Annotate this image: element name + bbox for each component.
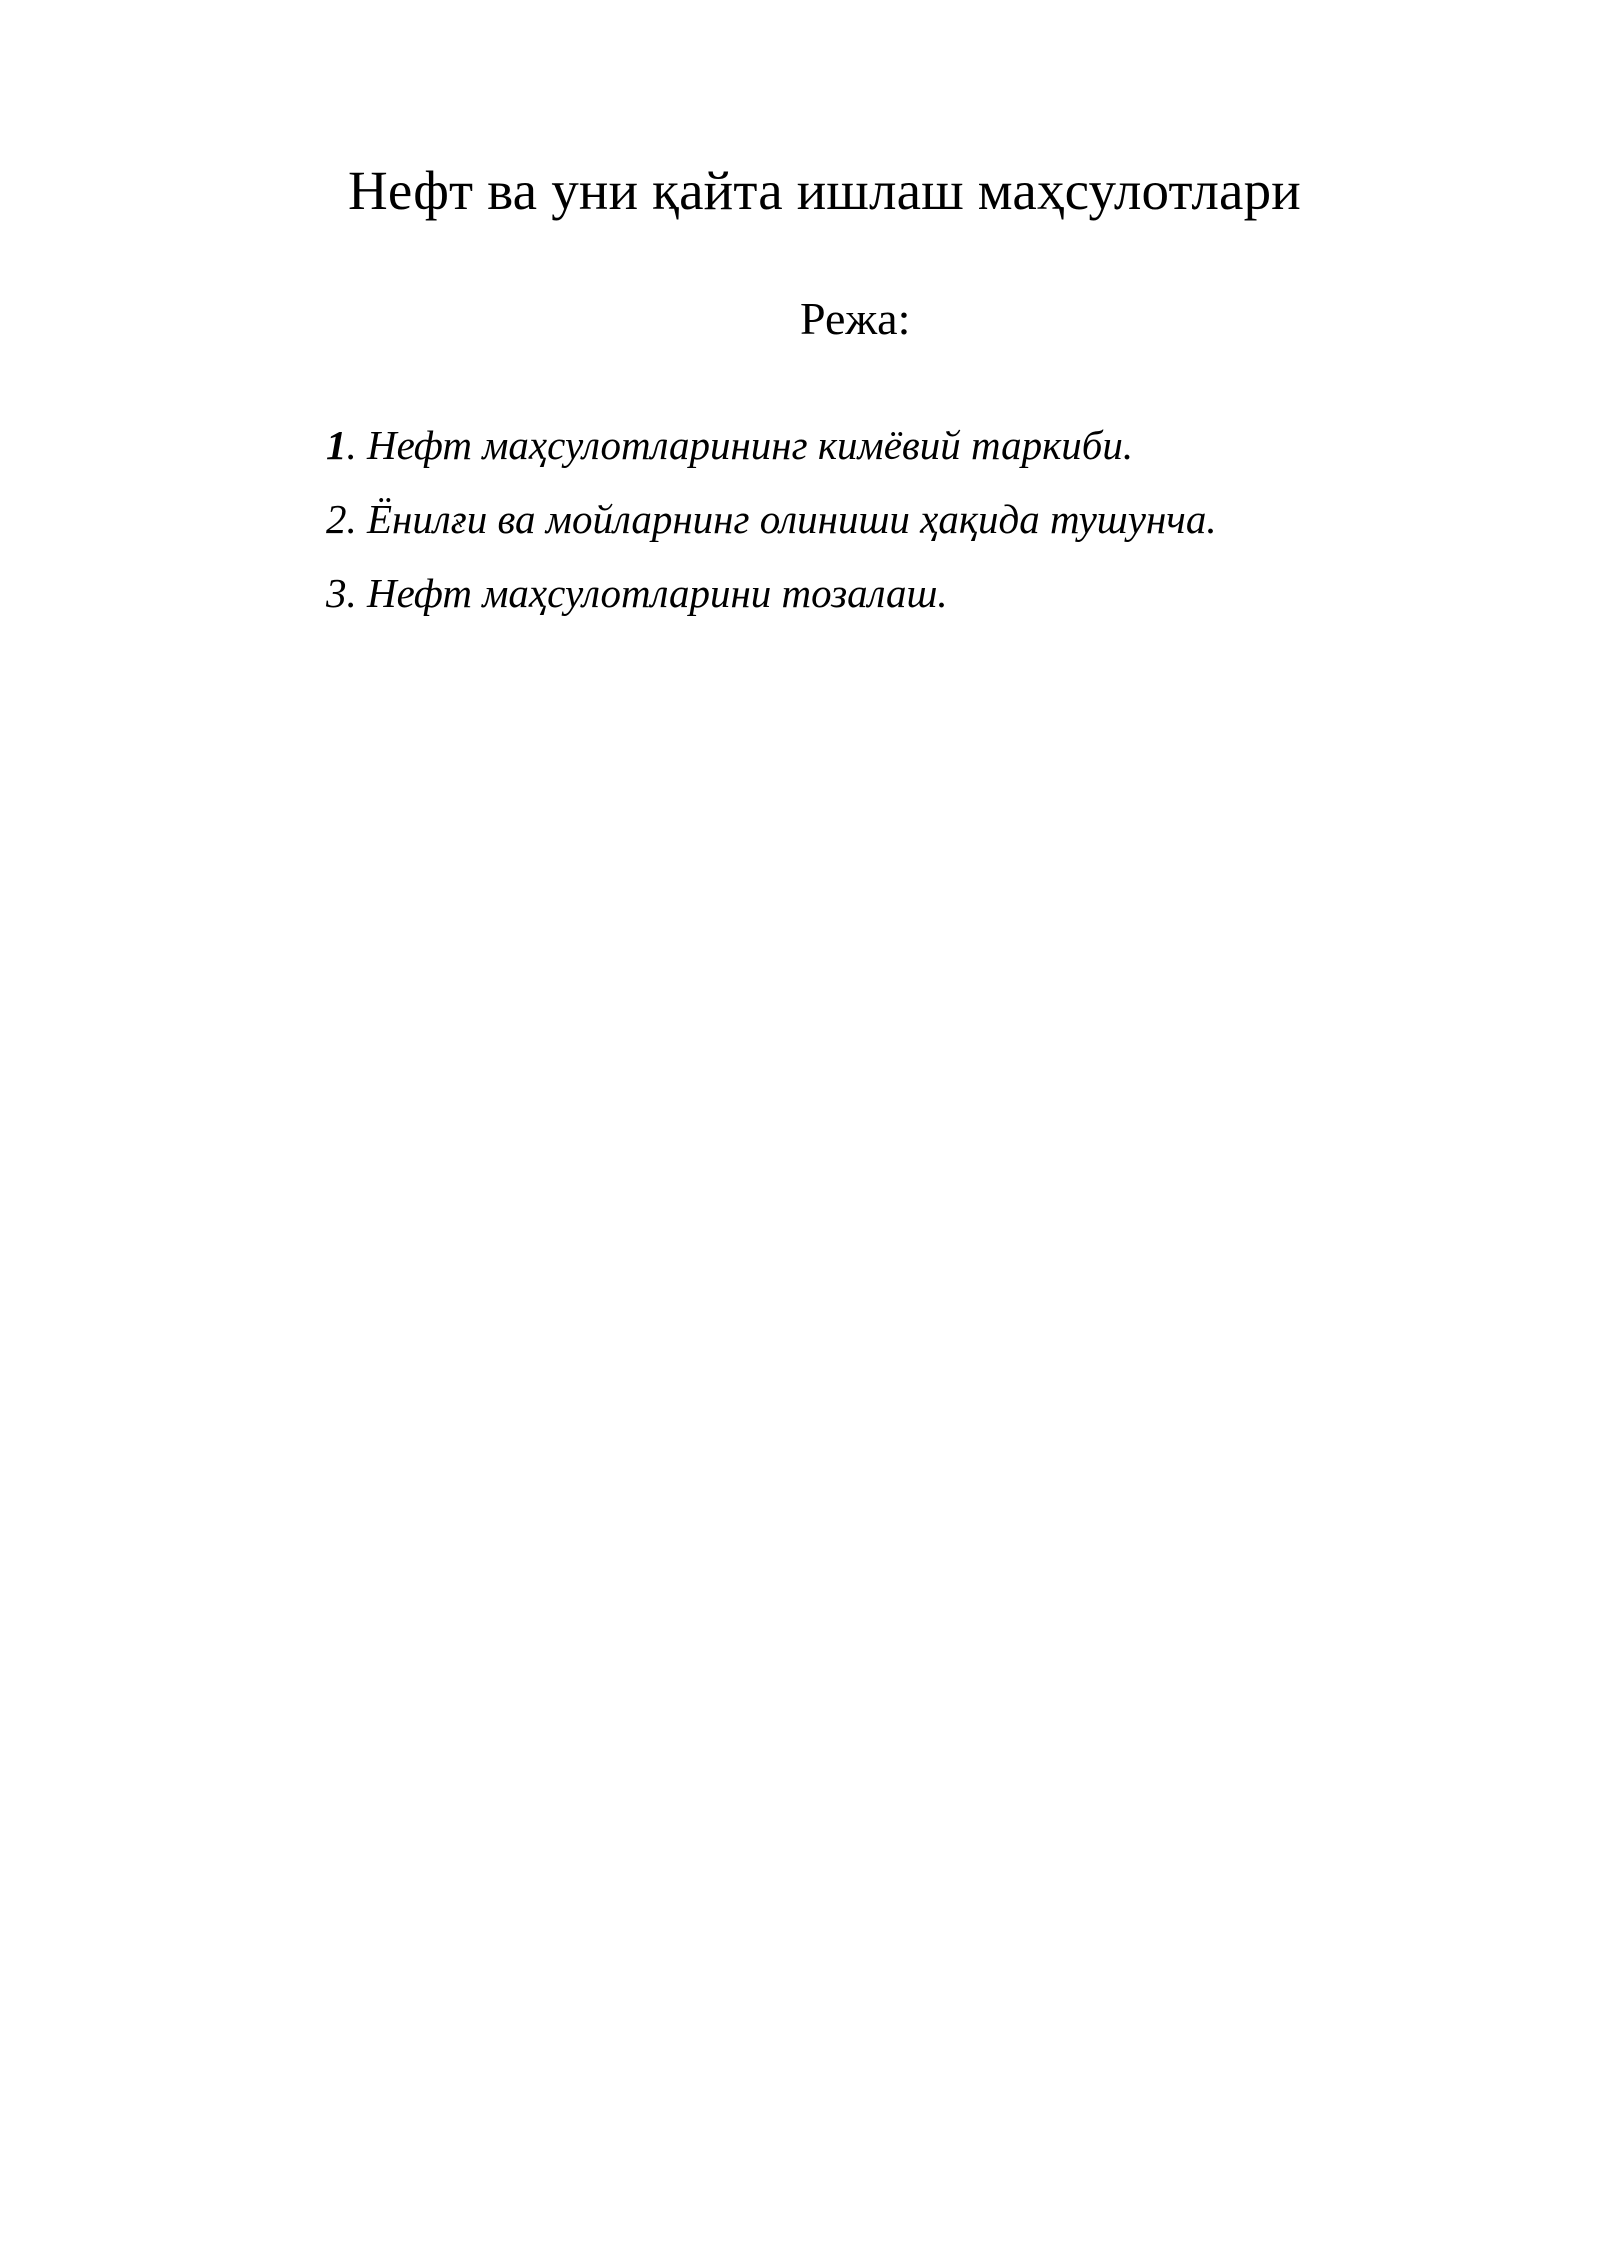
plan-item — [326, 420, 1217, 470]
page-title: Нефт ва уни қайта ишлаш маҳсулотлари — [348, 160, 1301, 221]
plan-item-text: . Ёнилғи ва мойларнинг олиниши ҳақида тушунча. — [346, 496, 1217, 542]
plan-item — [326, 568, 1217, 618]
plan-item-number: 1 — [326, 422, 347, 468]
plan-item-number: 3 — [326, 570, 347, 616]
plan-item-number: 2 — [326, 496, 347, 542]
plan-heading: Режа: — [800, 293, 911, 344]
plan-list — [326, 420, 1217, 642]
plan-item-text: . Нефт маҳсулотларининг кимёвий таркиби. — [346, 422, 1134, 468]
plan-item — [326, 494, 1217, 544]
plan-item-text: . Нефт маҳсулотларини тозалаш. — [346, 570, 948, 616]
